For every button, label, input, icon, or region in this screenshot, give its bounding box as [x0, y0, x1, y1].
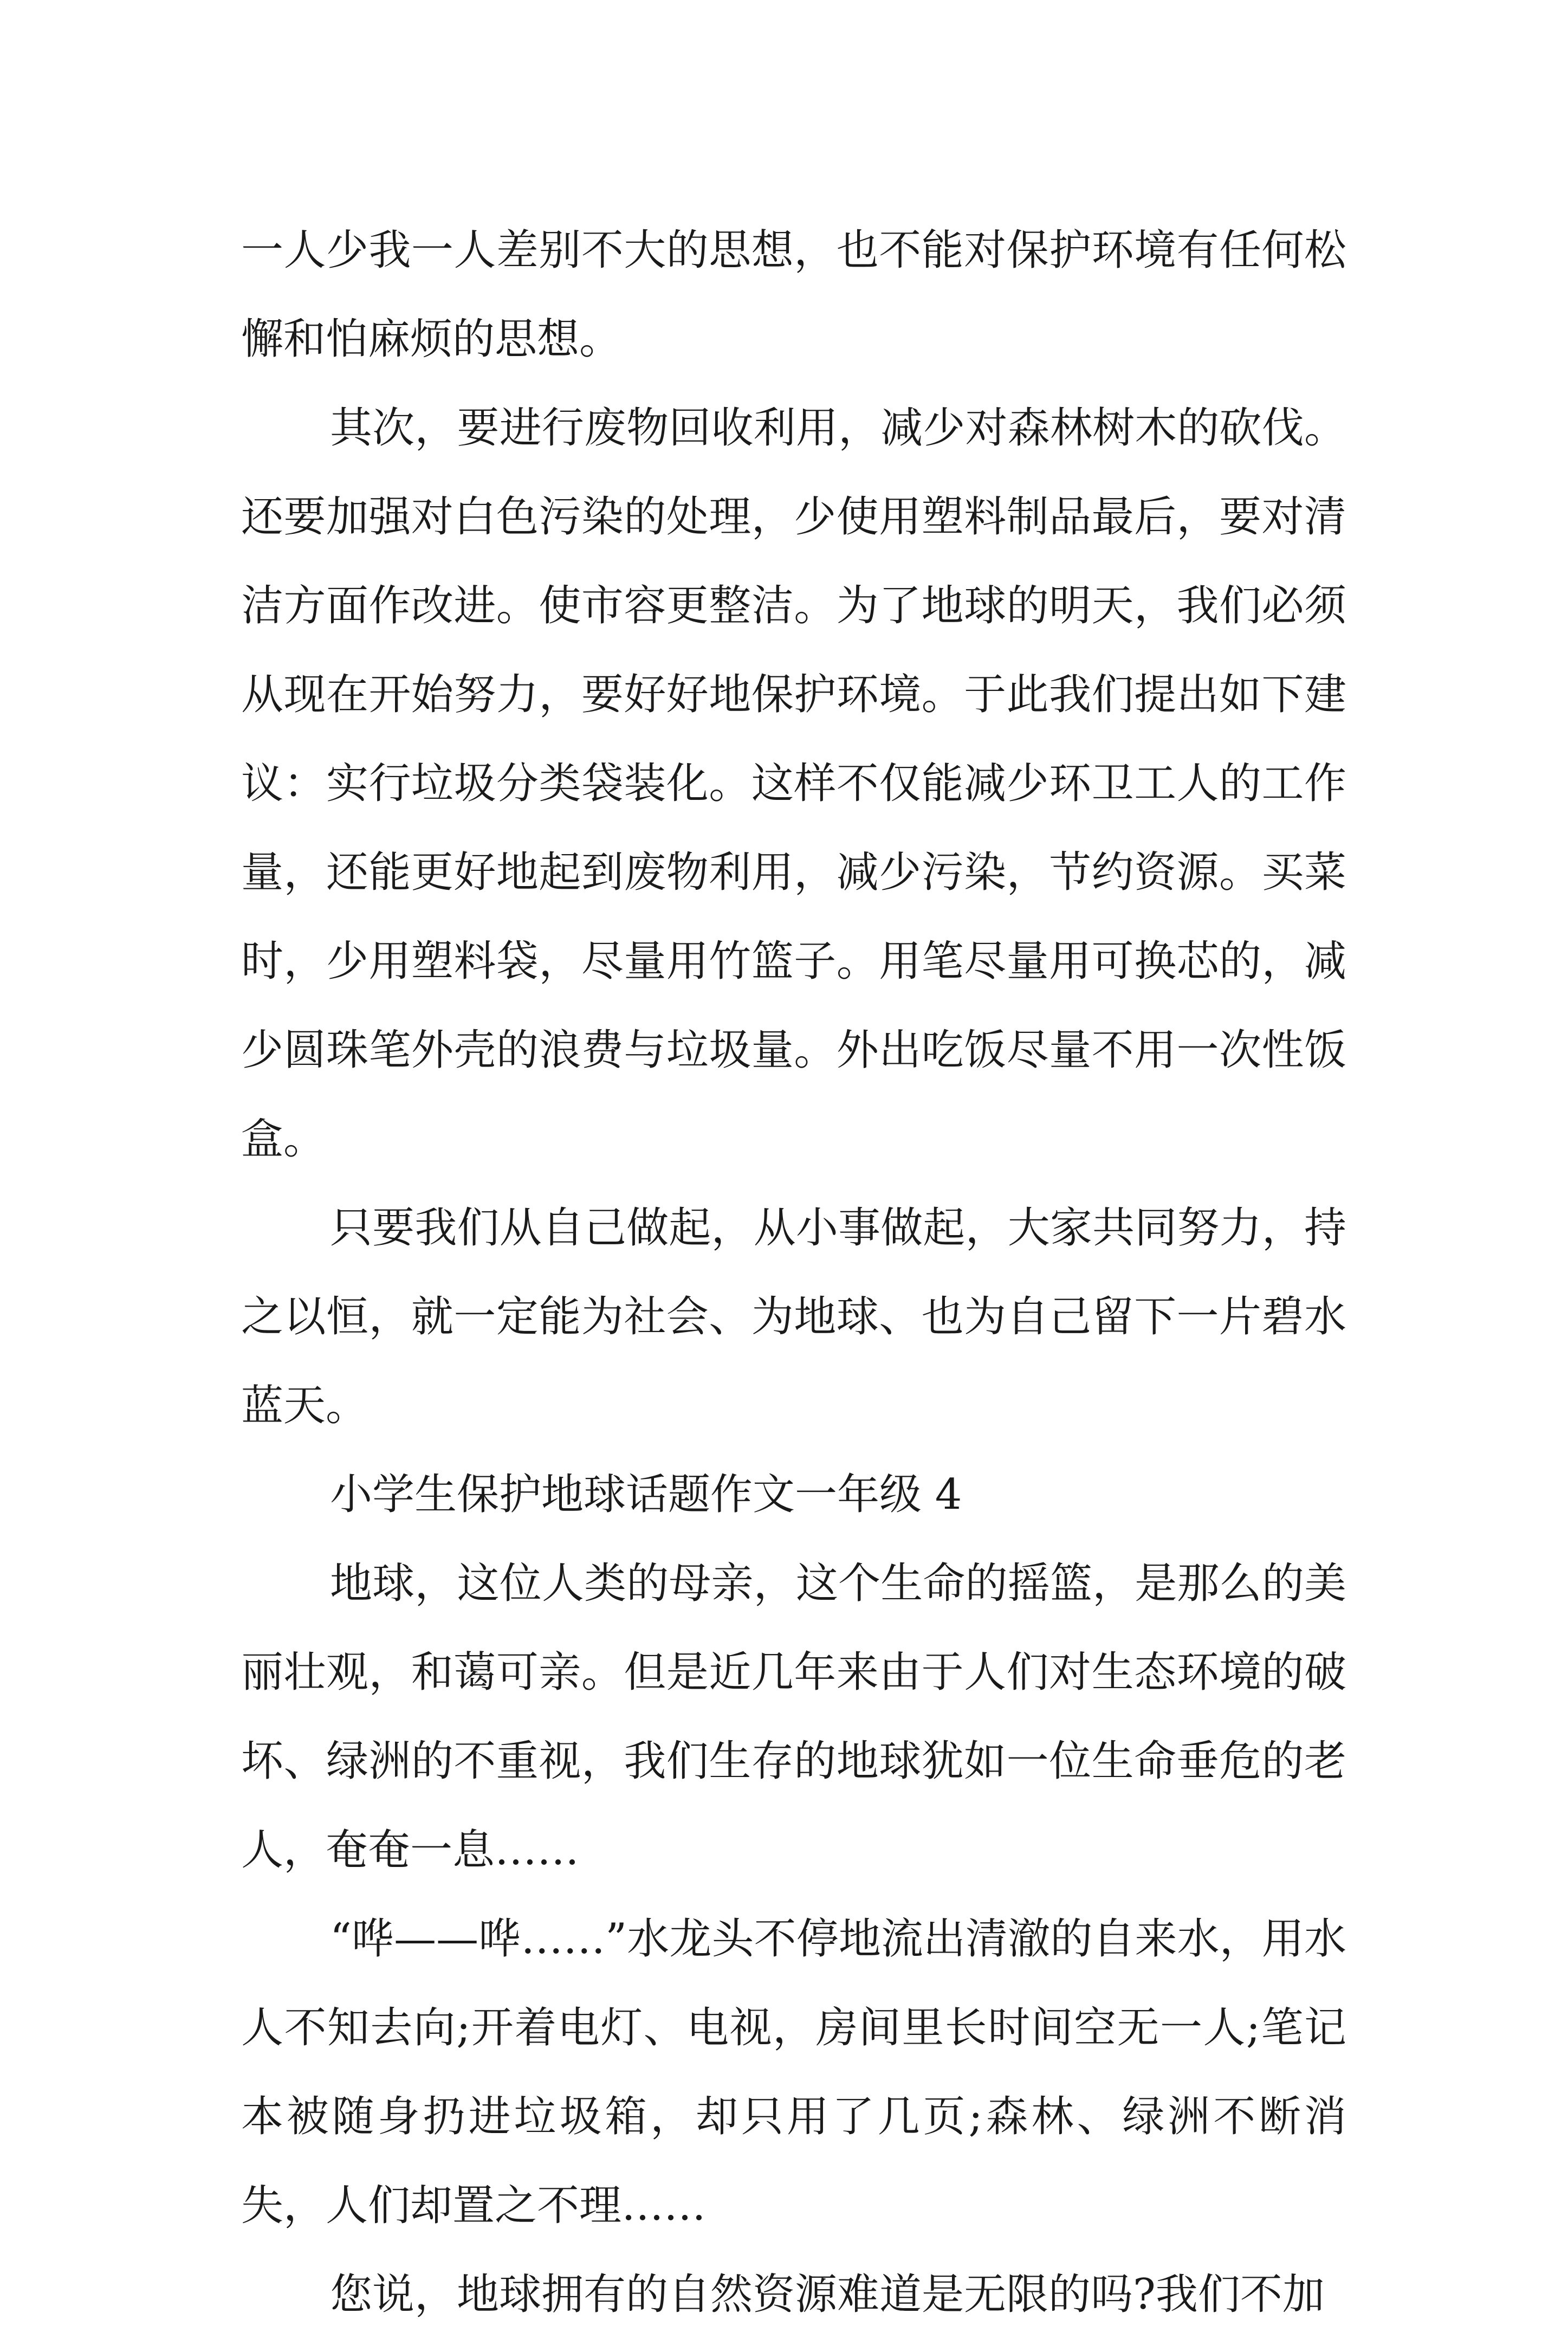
paragraph-earth-mother: 地球，这位人类的母亲，这个生命的摇篮，是那么的美丽壮观，和蔼可亲。但是近几年来由于人们对生态环境的破坏、绿洲的不重视，我们生存的地球犹如一位生命垂危的老人，奄奄一息……: [241, 1559, 1346, 1875]
document-body: [241, 206, 1346, 2339]
essay-heading: 小学生保护地球话题作文一年级 4: [330, 1470, 962, 1519]
paragraph-continued: 一人少我一人差别不大的思想，也不能对保护环境有任何松懈和怕麻烦的思想。: [241, 226, 1346, 364]
paragraph-recycling: 其次，要进行废物回收利用，减少对森林树木的砍伐。还要加强对白色污染的处理，少使用塑料制品最后，要对清洁方面作改进。使市容更整洁。为了地球的明天，我们必须从现在开始努力，要好好地保护环境。于此我们提出如下建议：实行垃圾分类袋装化。这样不仅能减少环卫工人的工作量，还能更好地起到废物利用，减少污染，节约资源。买菜时，少用塑料袋，尽量用竹篮子。用笔尽量用可换芯的，减少圆珠笔外壳的浪费与垃圾量。外出吃饭尽量不用一次性饭盒。: [241, 404, 1346, 1164]
paragraph-conclusion: 只要我们从自己做起，从小事做起，大家共同努力，持之以恒，就一定能为社会、为地球、也为自己留下一片碧水蓝天。: [241, 1204, 1346, 1430]
paragraph-question: 您说，地球拥有的自然资源难道是无限的吗?我们不加: [330, 2270, 1325, 2319]
paragraph-waste-examples: “哗——哗……”水龙头不停地流出清澈的自来水，用水人不知去向;开着电灯、电视，房间里长时间空无一人;笔记本被随身扔进垃圾箱，却只用了几页;森林、绿洲不断消失，人们却置之不理……: [241, 1915, 1346, 2230]
